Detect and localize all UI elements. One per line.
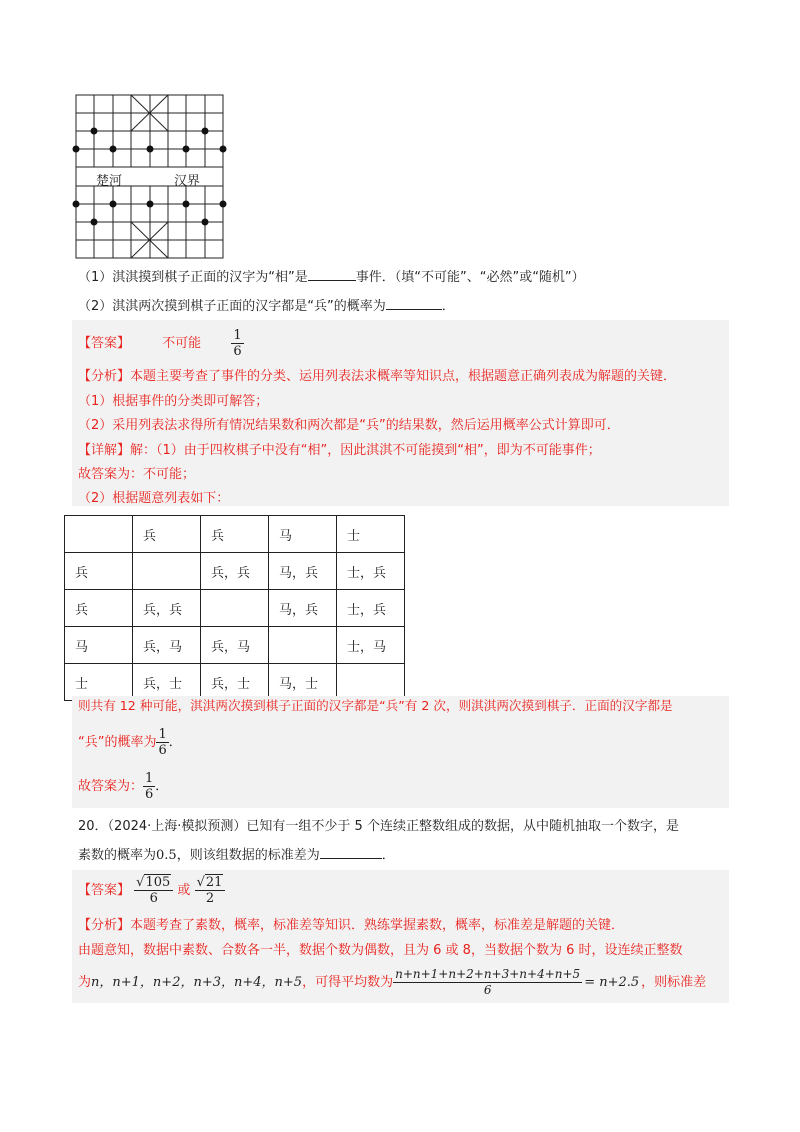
table-row: 士 兵，士 兵，士 马，士 [65,664,405,701]
probability-table [64,515,405,701]
table-row: 兵 兵 马 士 [65,516,405,553]
detail19-line: 【详解】解：（1）由于四枚棋子中没有“相”，因此淇淇不可能摸到“相”，即为不可能事件； [78,443,601,458]
analysis19-step1: （1）根据事件的分类即可解答； [78,394,269,409]
chess-board [70,90,234,262]
table-row: 马 兵，马 兵，马 士，马 [65,627,405,664]
conclusion19-line1: 则共有 12 种可能，淇淇两次摸到棋子正面的汉字都是“兵”有 2 次，则淇淇两次摸到棋子．正面的汉字都是 [78,698,673,713]
answer19-value: 不可能 [162,336,202,351]
conclusion19-answer: 故答案为： $\frac{1}{6}$ ． [78,771,169,802]
answer19-fraction: $\frac{1}{6}$ [233,328,242,359]
answer20-fraction-2: $\frac{√21}{2}$ [195,875,226,906]
conclusion19-fraction: $\frac{1}{6}$ [158,727,167,758]
answer20-line: 【答案】 $\frac{√105}{6}$ 或 $\frac{√21}{2}$ [78,872,225,910]
river-right-label: 汉界 [174,174,201,189]
analysis19-step2: （2）采用列表法求得所有情况结果数和两次都是“兵”的结果数，然后运用概率公式计算即可． [78,418,620,433]
conclusion19-answer-fraction: $\frac{1}{6}$ [145,771,154,802]
answer20-fraction-1: $\frac{√105}{6}$ [134,875,173,906]
q19-part2: （2）淇淇两次摸到棋子正面的汉字都是“兵”的概率为 ． [78,295,455,317]
analysis20-line1: 【分析】本题考查了素数，概率，标准差等知识．熟练掌握素数，概率，标准差是解题的关键． [78,918,625,933]
analysis20-line3: 为n，n+1，n+2，n+3，n+4，n+5，可得平均数为 $\frac{n+n+1+n+2+n+3+n+4+n+5}{6}$ = n+2.5 ，则标准差 [78,967,707,997]
river-left-label: 楚河 [96,174,123,189]
detail19-answer: 故答案为：不可能； [78,467,196,482]
answer19-line: 【答案】 不可能 $\frac{1}{6}$ [78,328,242,359]
q20-line2: 素数的概率为0.5，则该组数据的标准差为 ． [78,844,395,866]
q19-part1: （1）淇淇摸到棋子正面的汉字为“相”是 事件．（填“不可能”、“必然”或“随机”） [78,266,585,288]
q20-line1: 20．（2024·上海·模拟预测）已知有一组不少于 5 个连续正整数组成的数据，从中随机抽取一个数字，是 [78,819,679,834]
detail19-table-intro: （2）根据题意列表如下： [78,491,230,506]
mean-fraction: $\frac{n+n+1+n+2+n+3+n+4+n+5}{6}$ [395,967,581,997]
analysis19-line: 【分析】本题主要考查了事件的分类、运用列表法求概率等知识点，根据题意正确列表成为解题的关键． [78,369,677,384]
conclusion19-line2: “兵”的概率为 $\frac{1}{6}$ ． [78,727,182,758]
table-row: 兵 兵，兵 马，兵 士，兵 [65,553,405,590]
table-row: 兵 兵，兵 马，兵 士，兵 [65,590,405,627]
analysis20-line2: 由题意知，数据中素数、合数各一半，数据个数为偶数，且为 6 或 8，当数据个数为 6 时，设连续正整数 [78,943,683,958]
